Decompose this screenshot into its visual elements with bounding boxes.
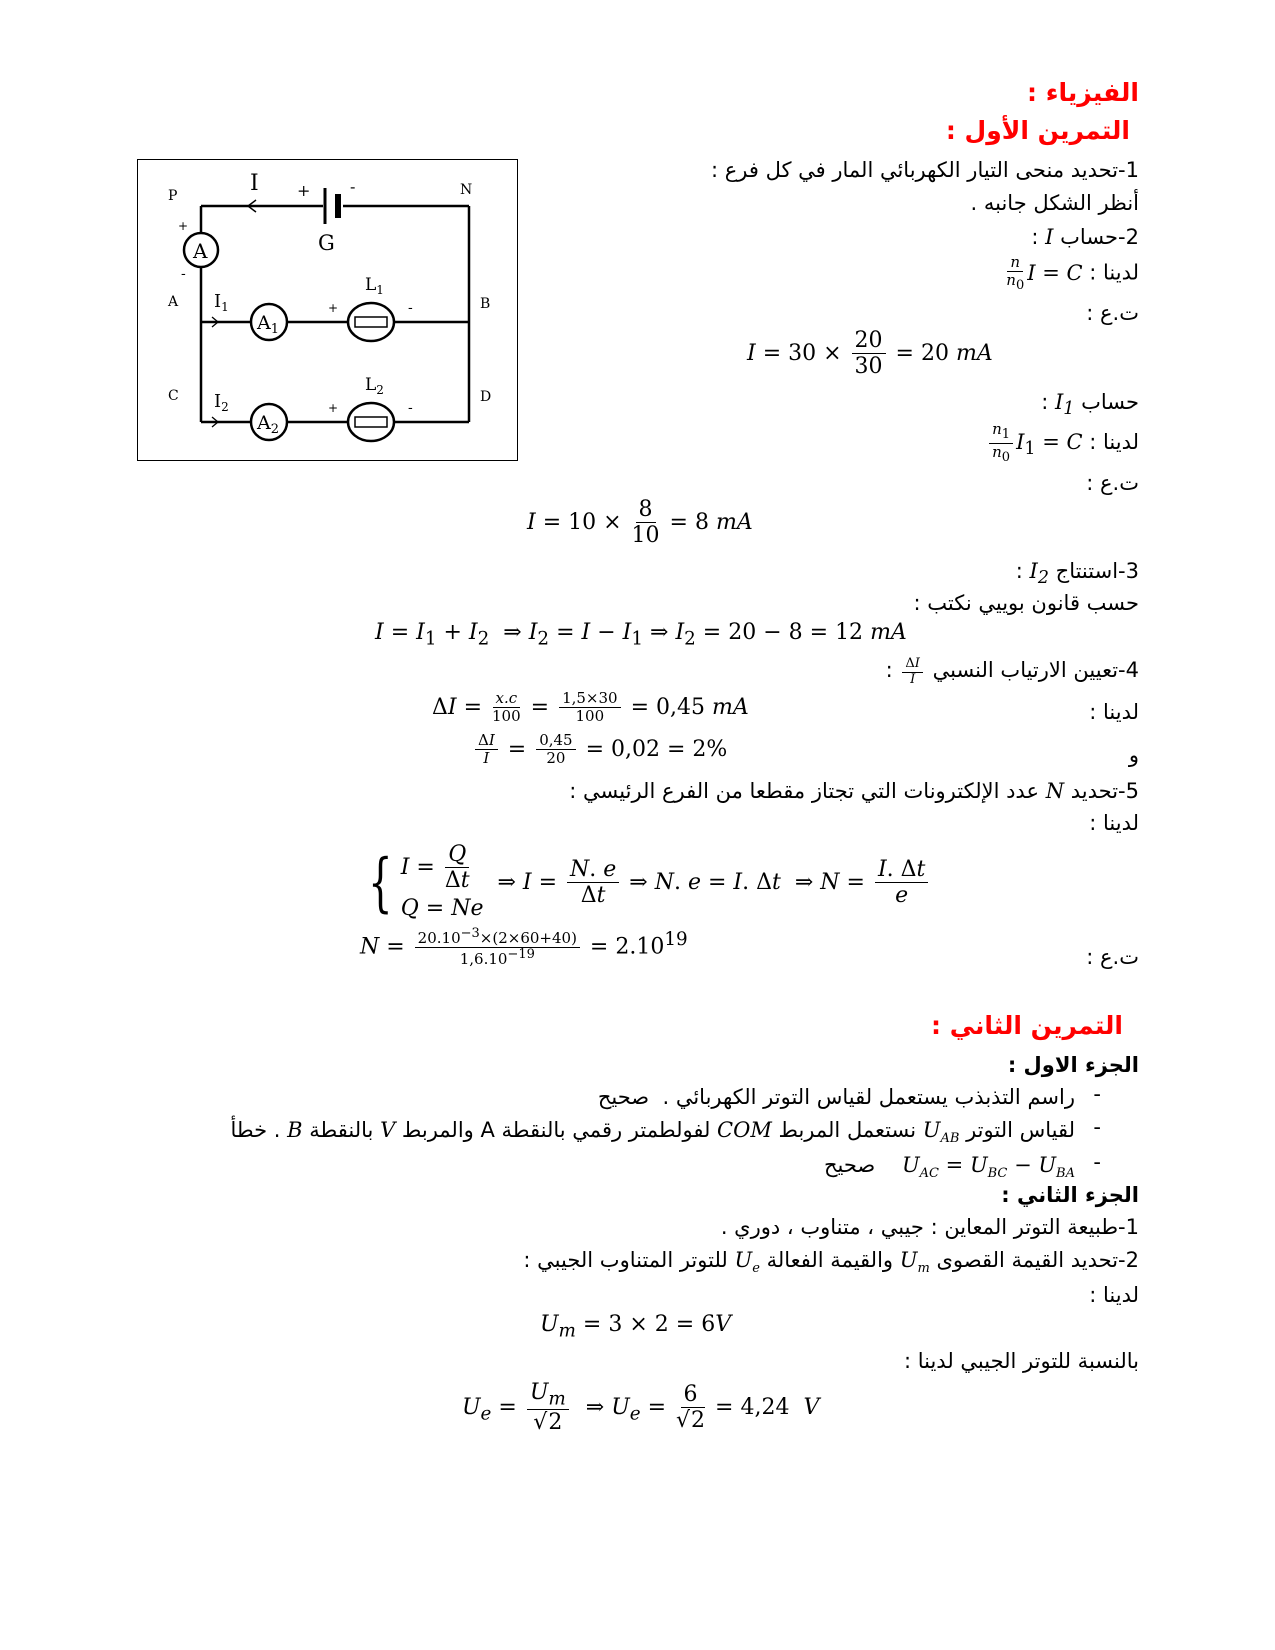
ammeter-A2-label: $A_2$ — [257, 412, 280, 437]
eq-delta-I: ΔI = $\frac{x.c}{100}$ = $\frac{1,5\times 30}{100}$ = 0,45 mA — [432, 689, 749, 726]
ammeter-A-label: A — [193, 239, 208, 263]
ex2-sin-we-have: بالنسبة للتوتر الجيبي لدينا : — [903, 1349, 1139, 1373]
ex1-q2: 2-حساب I : — [1031, 225, 1139, 249]
eq-I2-value: $I = I_1 + I_2$ ⇒ $I_2 = I - I_1$ ⇒ $I_2 = 20 - 8 = 12$ mA — [375, 620, 907, 650]
eq-N-value: N = $\frac{20.10^{-3}\times(2\times 60+40)}{1,6.10^{-19}}$ = $2.10^{19}$ — [360, 925, 688, 968]
svg-text:-: - — [408, 300, 413, 316]
ex2-p2-q1: 1-طبيعة التوتر المعاين : جيبي ، متناوب ، دوري . — [720, 1215, 1139, 1239]
eq-Um: $U_m = 3 \times 2 = 6V$ — [540, 1312, 732, 1342]
frac-dI-over-I: $\frac{\Delta I}{I}$ — [899, 661, 926, 682]
eq-I1-value: I = 10 × $\frac{8}{10}$ = 8 mA — [527, 497, 753, 549]
ex1-q4: 4-تعيين الارتياب النسبي $\frac{\Delta I}{I}$ : — [885, 655, 1139, 687]
lamp-L1-label: $L_1$ — [365, 275, 384, 297]
exercise2-title: التمرين الثاني : — [931, 1011, 1123, 1040]
circuit-diagram — [138, 160, 519, 462]
label-I2: $I_2$ — [214, 391, 229, 414]
eq-I-value: I = 30 × $\frac{20}{30}$ = 20 mA — [747, 328, 993, 380]
svg-text:+: + — [328, 401, 339, 415]
ex1-and: و — [1128, 743, 1139, 767]
svg-text:-: - — [181, 266, 186, 282]
battery-plus: + — [297, 181, 311, 200]
ex1-I1-formula-line: لدينا : $I_1 = C$ $\frac{n_1}{n_0}$ — [986, 421, 1139, 466]
ex1-numeric-2: ت.ع : — [1086, 471, 1139, 495]
ex2-p2-q2: 2-تحديد القيمة القصوى $U_m$ والقيمة الفعالة $U_e$ للتوتر المتناوب الجيبي : — [523, 1248, 1139, 1277]
svg-text:-: - — [408, 400, 413, 416]
battery-G — [325, 188, 338, 224]
ex1-numeric-1: ت.ع : — [1086, 301, 1139, 325]
svg-text:+: + — [328, 301, 339, 315]
ex1-q1: 1-تحديد منحى التيار الكهربائي المار في كل فرع : — [710, 158, 1139, 182]
ex1-q3: 3-استنتاج $I_2$ : — [1015, 559, 1139, 589]
ex1-we-have-5: لدينا : — [1089, 811, 1139, 835]
svg-text:+: + — [178, 219, 189, 233]
node-C: C — [168, 388, 179, 404]
node-P: P — [168, 188, 178, 204]
label-I1: $I_1$ — [214, 291, 229, 314]
battery-minus: - — [350, 177, 356, 196]
physics-title: الفيزياء : — [1027, 78, 1139, 107]
node-D: D — [480, 389, 492, 405]
node-B: B — [480, 296, 491, 312]
node-N: N — [460, 182, 473, 198]
ex2-b2: لقياس التوتر $U_{AB}$ نستعمل المربط COM لفولطمتر رقمي بالنقطة A والمربط V بالنقطة B . خطأ — [230, 1118, 1075, 1147]
ex2-b1: راسم التذبذب يستعمل لقياس التوتر الكهربائي . صحيح — [597, 1085, 1075, 1109]
ammeter-A1-label: $A_1$ — [257, 312, 280, 337]
exercise1-title: التمرين الأول : — [945, 116, 1130, 145]
bullet-dash: - — [1093, 1082, 1101, 1106]
eq-Ue: $U_e$ = $\frac{U_m}{√2}$ ⇒ $U_e$ = $\frac{6}{√2}$ = 4,24 V — [462, 1380, 820, 1436]
bullet-dash: - — [1093, 1115, 1101, 1139]
formula-I1-C-n1: $I_1 = C$ $\frac{n_1}{n_0}$ — [986, 430, 1082, 454]
label-I: I — [250, 171, 259, 196]
ex1-node-law: حسب قانون بوييي نكتب : — [913, 591, 1139, 615]
ex1-q2-formula-line: لدينا : I = C $\frac{n}{n_0}$ — [1003, 254, 1139, 294]
bullet-dash: - — [1093, 1150, 1101, 1174]
ex2-b3: $U_{AC} = U_{BC} - U_{BA}$ صحيح — [823, 1153, 1075, 1182]
node-A: A — [168, 294, 179, 310]
ex2-part2-title: الجزء الثاني : — [1001, 1183, 1139, 1207]
ex1-numeric-3: ت.ع : — [1086, 945, 1139, 969]
ex2-we-have: لدينا : — [1089, 1283, 1139, 1307]
ex1-we-have-4: لدينا : — [1089, 700, 1139, 724]
eq-relative-uncertainty: $\frac{\Delta I}{I}$ = $\frac{0,45}{20}$ = 0,02 = 2% — [472, 732, 727, 768]
label-G: G — [318, 231, 335, 255]
circuit-figure — [137, 159, 518, 461]
ex2-part1-title: الجزء الاول : — [1007, 1053, 1139, 1077]
ex1-calc-I1: حساب $I_1$ : — [1041, 390, 1139, 420]
ex1-q5: 5-تحديد N عدد الإلكترونات التي تجتاز مقطعا من الفرع الرئيسي : — [569, 779, 1139, 803]
formula-I-C-n: I = C $\frac{n}{n_0}$ — [1006, 253, 1083, 294]
eq-N-system: { I = $\frac{Q}{\Delta t}$ Q = Ne ⇒ I = $\frac{N. e}{\Delta t}$ ⇒ N. e = I. Δt ⇒ N = $\frac{I. \Delta t}{e}$ — [360, 842, 931, 924]
lamp-L2-label: $L_2$ — [365, 375, 384, 397]
ex1-see-figure: أنظر الشكل جانبه . — [970, 191, 1139, 215]
